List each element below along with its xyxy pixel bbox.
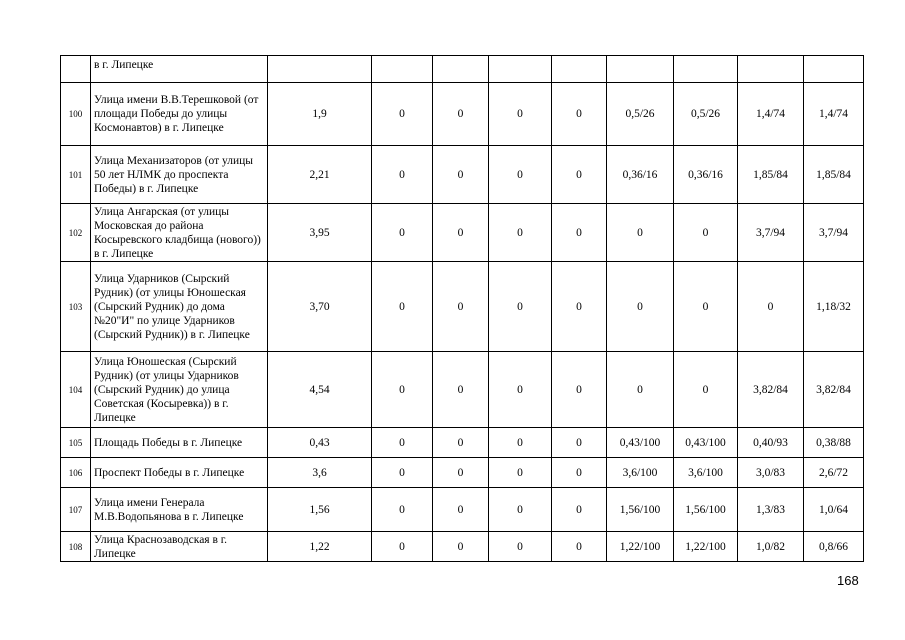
street-name-cell: Улица Ударников (Сырский Рудник) (от улицы Юношеская (Сырский Рудник) до дома №20"И" по улице Ударников (Сырский Рудник)) в г. Липецке: [91, 262, 268, 352]
value-cell: 0: [489, 204, 552, 262]
row-number-cell: 101: [61, 146, 91, 204]
street-name-cell: Улица Механизаторов (от улицы 50 лет НЛМК до проспекта Победы) в г. Липецке: [91, 146, 268, 204]
row-number-cell: 105: [61, 428, 91, 458]
value-cell: 0: [489, 352, 552, 428]
value-cell: 0: [372, 488, 433, 532]
value-cell: 0: [552, 532, 607, 562]
value-cell: 1,4/74: [738, 83, 804, 146]
value-cell: 0,43/100: [674, 428, 738, 458]
street-name-cell: Улица Юношеская (Сырский Рудник) (от улицы Ударников (Сырский Рудник) до улица Советская (Косыревка)) в г. Липецке: [91, 352, 268, 428]
value-cell: 0,40/93: [738, 428, 804, 458]
value-cell: [552, 56, 607, 83]
table-row: [61, 352, 864, 428]
table-row: [61, 262, 864, 352]
value-cell: 0: [372, 146, 433, 204]
value-cell: 0: [433, 146, 489, 204]
row-number-cell: 104: [61, 352, 91, 428]
value-cell: 0: [433, 488, 489, 532]
value-cell: 3,7/94: [738, 204, 804, 262]
value-cell: 1,0/64: [804, 488, 864, 532]
value-cell: 0: [552, 83, 607, 146]
table-row: [61, 56, 864, 83]
value-cell: 1,22/100: [674, 532, 738, 562]
value-cell: 2,6/72: [804, 458, 864, 488]
value-cell: 3,95: [268, 204, 372, 262]
value-cell: 0: [372, 83, 433, 146]
value-cell: 0,36/16: [607, 146, 674, 204]
value-cell: [433, 56, 489, 83]
value-cell: 0: [674, 262, 738, 352]
value-cell: 1,56: [268, 488, 372, 532]
value-cell: 0,5/26: [607, 83, 674, 146]
value-cell: 0,36/16: [674, 146, 738, 204]
street-name-cell: Проспект Победы в г. Липецке: [91, 458, 268, 488]
value-cell: 3,82/84: [738, 352, 804, 428]
value-cell: 0: [489, 146, 552, 204]
value-cell: 0: [674, 204, 738, 262]
value-cell: 0: [607, 204, 674, 262]
value-cell: 0,8/66: [804, 532, 864, 562]
value-cell: 0: [433, 204, 489, 262]
value-cell: 0: [372, 352, 433, 428]
street-name-cell: Улица имени Генерала М.В.Водопьянова в г. Липецке: [91, 488, 268, 532]
value-cell: 3,6/100: [607, 458, 674, 488]
value-cell: 3,0/83: [738, 458, 804, 488]
value-cell: 0: [433, 352, 489, 428]
value-cell: [804, 56, 864, 83]
value-cell: 1,18/32: [804, 262, 864, 352]
value-cell: 0,5/26: [674, 83, 738, 146]
value-cell: 0: [489, 532, 552, 562]
row-number-cell: [61, 56, 91, 83]
value-cell: 1,85/84: [738, 146, 804, 204]
value-cell: 0: [738, 262, 804, 352]
value-cell: 0: [489, 428, 552, 458]
value-cell: 0: [674, 352, 738, 428]
value-cell: 0,38/88: [804, 428, 864, 458]
value-cell: 0: [552, 352, 607, 428]
value-cell: 0: [489, 83, 552, 146]
value-cell: 0,43: [268, 428, 372, 458]
table-row: [61, 204, 864, 262]
value-cell: 3,7/94: [804, 204, 864, 262]
value-cell: 0: [552, 428, 607, 458]
value-cell: 1,56/100: [607, 488, 674, 532]
road-table: [60, 55, 864, 562]
value-cell: 0,43/100: [607, 428, 674, 458]
table-row: [61, 428, 864, 458]
row-number-cell: 100: [61, 83, 91, 146]
value-cell: 0: [372, 532, 433, 562]
value-cell: 0: [433, 428, 489, 458]
value-cell: 0: [552, 262, 607, 352]
table-row: [61, 83, 864, 146]
value-cell: 0: [433, 458, 489, 488]
row-number-cell: 107: [61, 488, 91, 532]
value-cell: [489, 56, 552, 83]
page-number: 168: [837, 573, 859, 588]
value-cell: 0: [372, 204, 433, 262]
value-cell: [738, 56, 804, 83]
value-cell: 0: [489, 458, 552, 488]
value-cell: 0: [552, 204, 607, 262]
value-cell: 0: [433, 262, 489, 352]
value-cell: 2,21: [268, 146, 372, 204]
table-row: [61, 532, 864, 562]
street-name-cell: Улица имени В.В.Терешковой (от площади Победы до улицы Космонавтов) в г. Липецке: [91, 83, 268, 146]
value-cell: 1,0/82: [738, 532, 804, 562]
street-name-cell: Улица Ангарская (от улицы Московская до района Косыревского кладбища (нового)) в г. Липецке: [91, 204, 268, 262]
row-number-cell: 108: [61, 532, 91, 562]
value-cell: 0: [552, 458, 607, 488]
value-cell: 3,70: [268, 262, 372, 352]
value-cell: 1,22/100: [607, 532, 674, 562]
street-name-cell: Площадь Победы в г. Липецке: [91, 428, 268, 458]
value-cell: [372, 56, 433, 83]
value-cell: 0: [552, 488, 607, 532]
value-cell: 1,3/83: [738, 488, 804, 532]
value-cell: 0: [372, 262, 433, 352]
value-cell: 0: [552, 146, 607, 204]
value-cell: 0: [372, 458, 433, 488]
value-cell: [674, 56, 738, 83]
table-row: [61, 146, 864, 204]
value-cell: 0: [433, 532, 489, 562]
value-cell: 0: [372, 428, 433, 458]
value-cell: 0: [489, 488, 552, 532]
row-number-cell: 106: [61, 458, 91, 488]
value-cell: [607, 56, 674, 83]
table-row: [61, 488, 864, 532]
value-cell: 1,22: [268, 532, 372, 562]
value-cell: 0: [607, 262, 674, 352]
value-cell: 1,9: [268, 83, 372, 146]
value-cell: 1,85/84: [804, 146, 864, 204]
value-cell: 0: [489, 262, 552, 352]
value-cell: 3,6: [268, 458, 372, 488]
value-cell: 3,6/100: [674, 458, 738, 488]
street-name-cell: Улица Краснозаводская в г. Липецке: [91, 532, 268, 562]
row-number-cell: 103: [61, 262, 91, 352]
value-cell: 1,4/74: [804, 83, 864, 146]
value-cell: 0: [433, 83, 489, 146]
value-cell: 3,82/84: [804, 352, 864, 428]
value-cell: 4,54: [268, 352, 372, 428]
value-cell: [268, 56, 372, 83]
value-cell: 0: [607, 352, 674, 428]
value-cell: 1,56/100: [674, 488, 738, 532]
table-row: [61, 458, 864, 488]
street-name-cell: в г. Липецке: [91, 56, 268, 83]
row-number-cell: 102: [61, 204, 91, 262]
